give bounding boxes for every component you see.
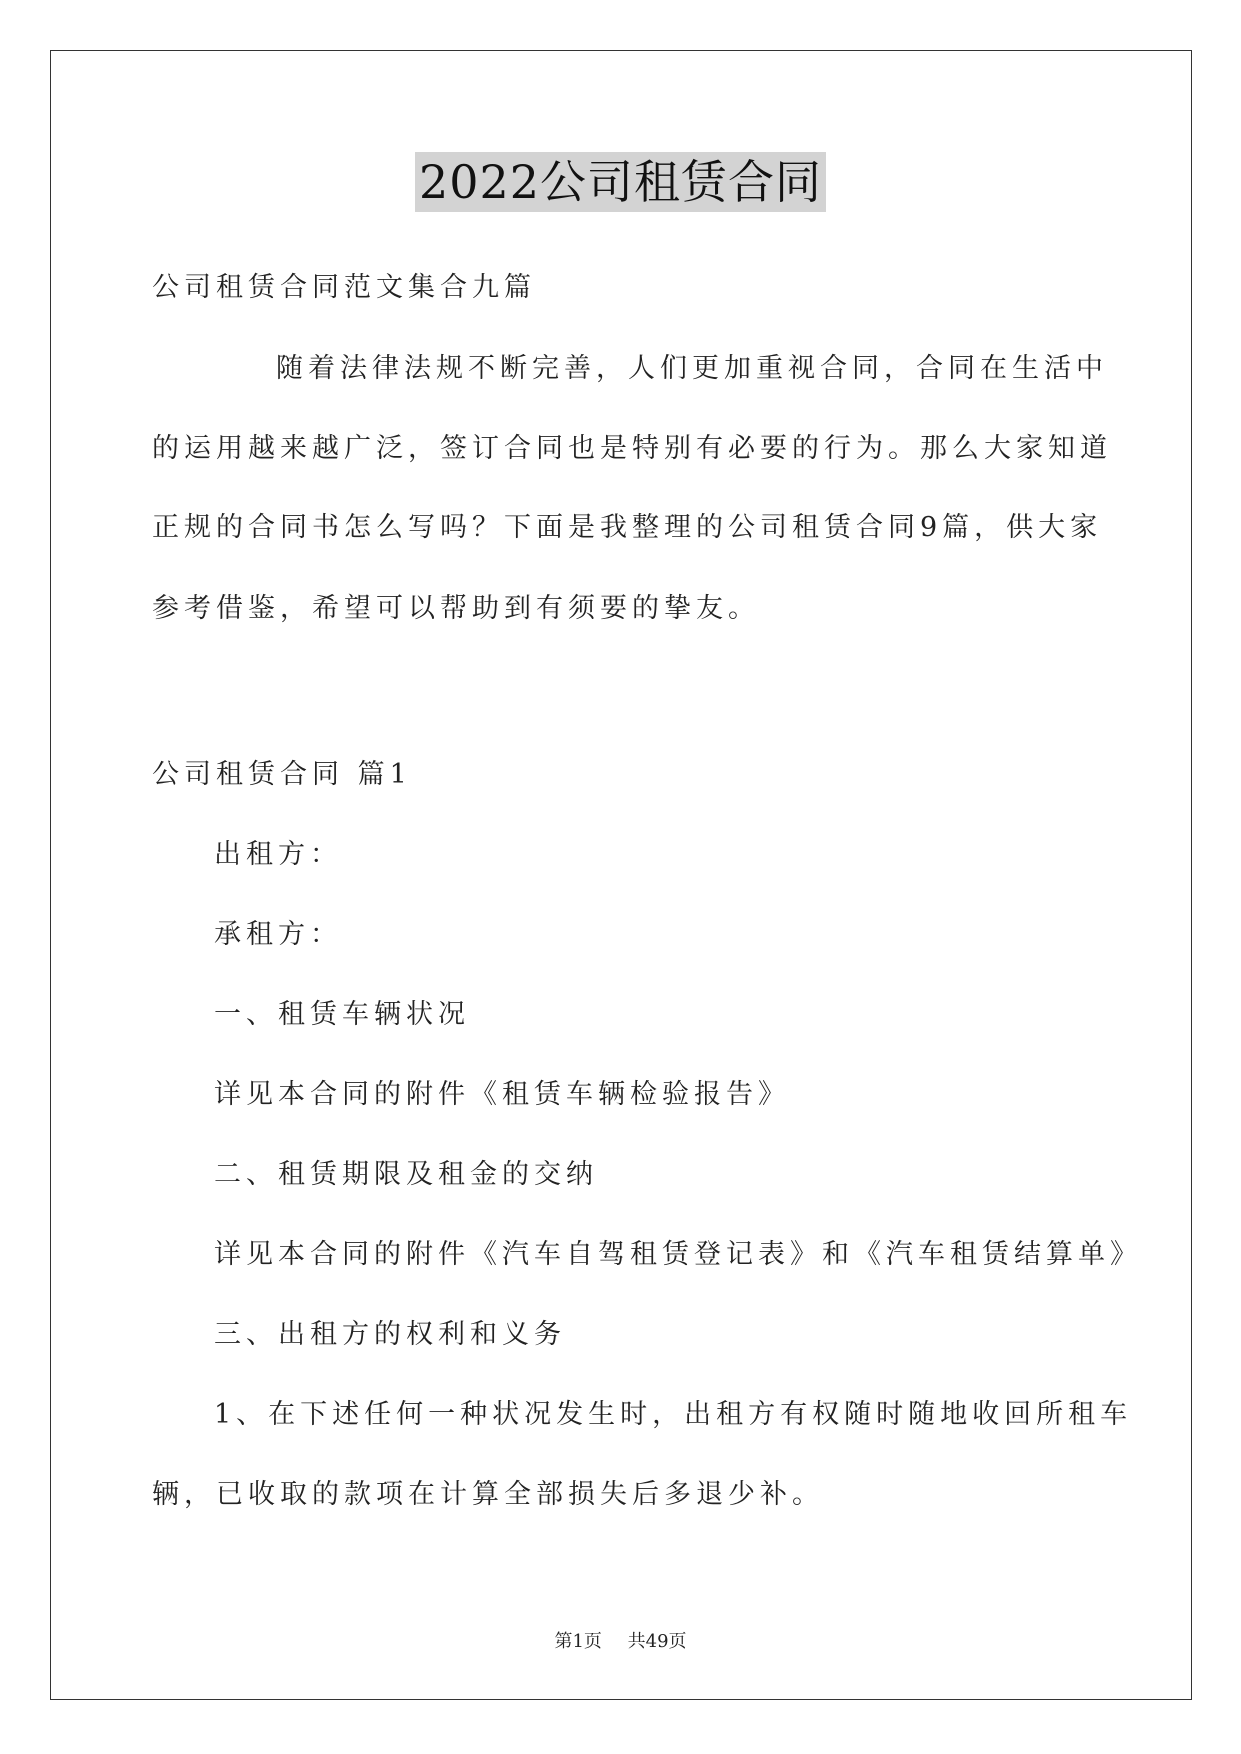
body-line-clause-1: 一、租赁车辆状况 [214, 999, 470, 1030]
document-title: 2022公司租赁合同 [415, 152, 826, 212]
body-line-lessee: 承租方： [214, 919, 342, 950]
page-total: 共49页 [627, 1631, 687, 1652]
body-line-lessor: 出租方： [214, 839, 342, 870]
section-heading: 公司租赁合同 篇1 [152, 759, 412, 790]
body-line-clause-2: 二、租赁期限及租金的交纳 [214, 1159, 598, 1190]
intro-line-1: 随着法律法规不断完善，人们更加重视合同，合同在生活中 [276, 353, 1108, 384]
body-line-clause-1-detail: 详见本合同的附件《租赁车辆检验报告》 [214, 1079, 790, 1110]
page-footer [0, 1630, 1241, 1654]
intro-line-2: 的运用越来越广泛，签订合同也是特别有必要的行为。那么大家知道 [152, 433, 1112, 464]
document-subtitle: 公司租赁合同范文集合九篇 [152, 272, 536, 303]
intro-line-4: 参考借鉴，希望可以帮助到有须要的挚友。 [152, 593, 760, 624]
body-line-clause-3: 三、出租方的权利和义务 [214, 1319, 566, 1350]
page-number: 第1页 [554, 1631, 602, 1652]
body-line-clause-2-detail: 详见本合同的附件《汽车自驾租赁登记表》和《汽车租赁结算单》 [214, 1239, 1142, 1270]
body-line-clause-3-item-1-cont: 辆，已收取的款项在计算全部损失后多退少补。 [152, 1479, 824, 1510]
intro-line-3: 正规的合同书怎么写吗？下面是我整理的公司租赁合同9篇，供大家 [152, 512, 1103, 543]
body-line-clause-3-item-1: 1、在下述任何一种状况发生时，出租方有权随时随地收回所租车 [214, 1399, 1133, 1430]
document-title-block [0, 152, 1241, 212]
